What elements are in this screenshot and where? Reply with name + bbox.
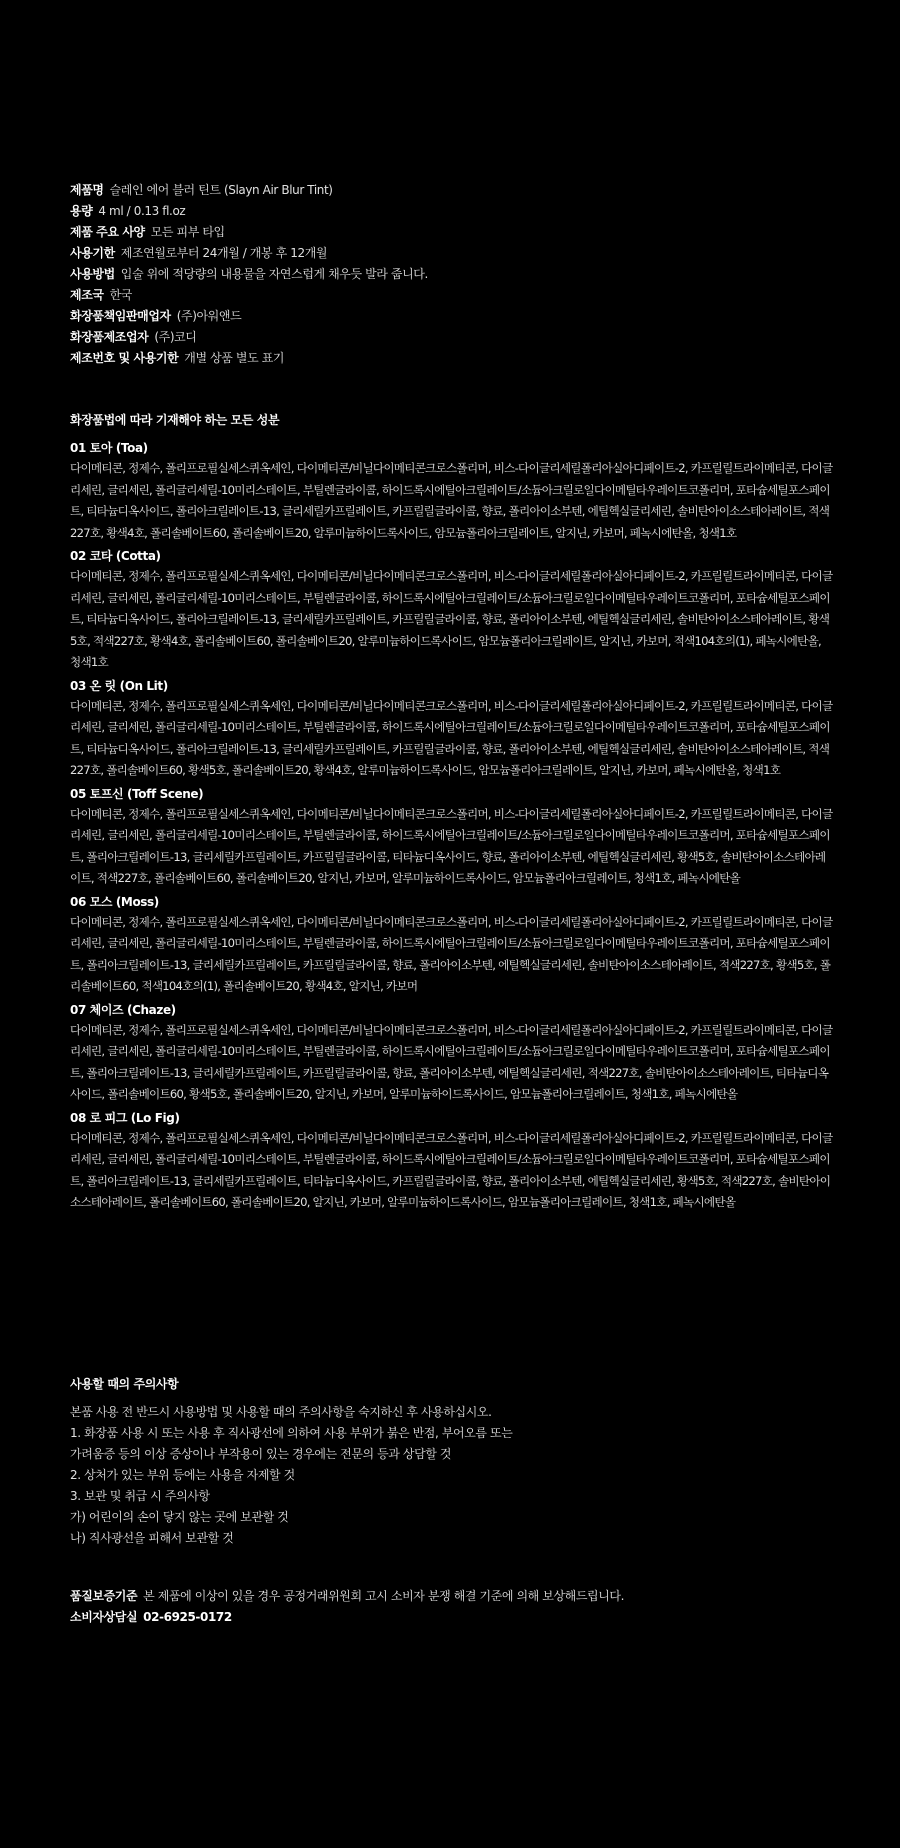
info-label: 제품명 bbox=[70, 183, 104, 197]
product-info-section bbox=[70, 180, 834, 369]
info-value: 입술 위에 적당량의 내용물을 자연스럽게 채우듯 발라 줍니다. bbox=[120, 267, 428, 281]
info-row-product-name bbox=[70, 180, 834, 201]
product-ingredients: 다이메티콘, 정제수, 폴리프로필실세스퀴옥세인, 다이메티콘/비닐다이메티콘크로스폴리머, 비스-다이글리세릴폴리아실아디페이트-2, 카프릴릴트라이메티콘, 다이글리세린, 글리세린, 폴리글리세릴-10미리스테이트, 부틸렌글라이콜, 하이드록시에틸아크릴레이트/소듐아크릴로일다이메틸타우레이트코폴리머, 포타슘세틸포스페이트, 폴리아크릴레이트-13, 글리세릴카프릴레이트, 카프릴릴글라이콜, 향료, 폴리아이소부텐, 에틸헥실글리세린, 적색227호, 솔비탄아이소스테아레이트, 티타늄디옥사이드, 폴리솔베이트60, 황색5호, 폴리솔베이트20, 알지닌, 카보머, 알루미늄하이드록사이드, 암모늄폴리아크릴레이트, 청색1호, 페녹시에탄올 bbox=[70, 1022, 833, 1101]
info-value: 4 ml / 0.13 fl.oz bbox=[98, 204, 186, 218]
product-name: 08 로 피그 (Lo Fig) bbox=[70, 1110, 180, 1125]
quality-guarantee-label: 품질보증기준 bbox=[70, 1589, 138, 1603]
customer-service-row bbox=[70, 1607, 834, 1628]
product-ingredients: 다이메티콘, 정제수, 폴리프로필실세스퀴옥세인, 다이메티콘/비닐다이메티콘크로스폴리머, 비스-다이글리세릴폴리아실아디페이트-2, 카프릴릴트라이메티콘, 다이글리세린, 글리세린, 폴리글리세릴-10미리스테이트, 부틸렌글라이콜, 하이드록시에틸아크릴레이트/소듐아크릴로일다이메틸타우레이트코폴리머, 포타슘세틸포스페이트, 폴리아크릴레이트-13, 글리세릴카프릴레이트, 카프릴릴글라이콜, 향료, 폴리아이소부텐, 에틸헥실글리세린, 솔비탄아이소스테아레이트, 적색227호, 황색5호, 폴리솔베이트60, 적색104호의(1), 폴리솔베이트20, 황색4호, 알지닌, 카보머 bbox=[70, 914, 833, 993]
product-cotta bbox=[70, 546, 834, 674]
info-value: 슬레인 에어 블러 틴트 (Slayn Air Blur Tint) bbox=[109, 183, 333, 197]
product-toff-scene bbox=[70, 784, 834, 890]
info-label: 제품 주요 사양 bbox=[70, 225, 145, 239]
caution-section bbox=[70, 1374, 834, 1549]
info-label: 용량 bbox=[70, 204, 93, 218]
caution-title: 사용할 때의 주의사항 bbox=[70, 1377, 179, 1391]
product-ingredients: 다이메티콘, 정제수, 폴리프로필실세스퀴옥세인, 다이메티콘/비닐다이메티콘크로스폴리머, 비스-다이글리세릴폴리아실아디페이트-2, 카프릴릴트라이메티콘, 다이글리세린, 글리세린, 폴리글리세릴-10미리스테이트, 부틸렌글라이콜, 하이드록시에틸아크릴레이트/소듐아크릴로일다이메틸타우레이트코폴리머, 포타슘세틸포스페이트, 티타늄디옥사이드, 폴리아크릴레이트-13, 글리세릴카프릴레이트, 카프릴릴글라이콜, 향료, 폴리아이소부텐, 에틸헥실글리세린, 솔비탄아이소스테아레이트, 적색227호, 황색4호, 폴리솔베이트60, 폴리솔베이트20, 알루미늄하이드록사이드, 암모늄폴리아크릴레이트, 알지닌, 카보머, 페녹시에탄올, 청색1호 bbox=[70, 461, 833, 540]
product-name: 06 모스 (Moss) bbox=[70, 894, 159, 909]
product-name: 01 토아 (Toa) bbox=[70, 441, 148, 455]
info-row-expiry bbox=[70, 243, 834, 264]
info-row-manufacturer bbox=[70, 327, 834, 348]
product-name: 02 코타 (Cotta) bbox=[70, 549, 161, 563]
caution-line: 1. 화장품 사용 시 또는 사용 후 직사광선에 의하여 사용 부위가 붉은 반점, 부어오름 또는 bbox=[70, 1426, 513, 1440]
footer-section bbox=[70, 1586, 834, 1628]
info-value: (주)코디 bbox=[154, 330, 197, 344]
info-value: 한국 bbox=[109, 288, 132, 302]
caution-line: 본품 사용 전 반드시 사용방법 및 사용할 때의 주의사항을 숙지하신 후 사용하십시오. bbox=[70, 1405, 492, 1419]
product-moss bbox=[70, 892, 834, 998]
info-label: 화장품책임판매업자 bbox=[70, 309, 171, 323]
product-on-lit bbox=[70, 676, 834, 782]
info-value: (주)아워앤드 bbox=[176, 309, 242, 323]
product-ingredients: 다이메티콘, 정제수, 폴리프로필실세스퀴옥세인, 다이메티콘/비닐다이메티콘크로스폴리머, 비스-다이글리세릴폴리아실아디페이트-2, 카프릴릴트라이메티콘, 다이글리세린, 글리세린, 폴리글리세릴-10미리스테이트, 부틸렌글라이콜, 하이드록시에틸아크릴레이트/소듐아크릴로일다이메틸타우레이트코폴리머, 포타슘세틸포스페이트, 폴리아크릴레이트-13, 글리세릴카프릴레이트, 카프릴릴글라이콜, 티타늄디옥사이드, 향료, 폴리아이소부텐, 에틸헥실글리세린, 황색5호, 솔비탄아이소스테아레이트, 적색227호, 폴리솔베이트60, 폴리솔베이트20, 알지닌, 카보머, 알루미늄하이드록사이드, 암모늄폴리아크릴레이트, 청색1호, 페녹시에탄올 bbox=[70, 806, 833, 885]
info-label: 사용방법 bbox=[70, 267, 115, 281]
ingredients-section bbox=[70, 410, 834, 1216]
product-ingredients: 다이메티콘, 정제수, 폴리프로필실세스퀴옥세인, 다이메티콘/비닐다이메티콘크로스폴리머, 비스-다이글리세릴폴리아실아디페이트-2, 카프릴릴트라이메티콘, 다이글리세린, 글리세린, 폴리글리세릴-10미리스테이트, 부틸렌글라이콜, 하이드록시에틸아크릴레이트/소듐아크릴로일다이메틸타우레이트코폴리머, 포타슘세틸포스페이트, 티타늄디옥사이드, 폴리아크릴레이트-13, 글리세릴카프릴레이트, 카프릴릴글라이콜, 향료, 폴리아이소부텐, 에틸헥실글리세린, 솔비탄아이소스테아레이트, 황색5호, 적색227호, 황색4호, 폴리솔베이트60, 폴리솔베이트20, 알루미늄하이드록사이드, 암모늄폴리아크릴레이트, 알지닌, 카보머, 적색104호의(1), 페녹시에탄올, 청색1호 bbox=[70, 569, 833, 669]
info-row-usage bbox=[70, 264, 834, 285]
product-name: 07 체이즈 (Chaze) bbox=[70, 1002, 176, 1017]
product-ingredients: 다이메티콘, 정제수, 폴리프로필실세스퀴옥세인, 다이메티콘/비닐다이메티콘크로스폴리머, 비스-다이글리세릴폴리아실아디페이트-2, 카프릴릴트라이메티콘, 다이글리세린, 글리세린, 폴리글리세릴-10미리스테이트, 부틸렌글라이콜, 하이드록시에틸아크릴레이트/소듐아크릴로일다이메틸타우레이트코폴리머, 포타슘세틸포스페이트, 폴리아크릴레이트-13, 글리세릴카프릴레이트, 티타늄디옥사이드, 카프릴릴글라이콜, 향료, 폴리아이소부텐, 에틸헥실글리세린, 황색5호, 적색227호, 솔비탄아이소스테아레이트, 폴리솔베이트60, 폴리솔베이트20, 알지닌, 카보머, 알루미늄하이드록사이드, 암모늄폴리아크릴레이트, 청색1호, 페녹시에탄올 bbox=[70, 1130, 833, 1209]
info-label: 사용기한 bbox=[70, 246, 115, 260]
info-row-lot bbox=[70, 348, 834, 369]
product-ingredients: 다이메티콘, 정제수, 폴리프로필실세스퀴옥세인, 다이메티콘/비닐다이메티콘크로스폴리머, 비스-다이글리세릴폴리아실아디페이트-2, 카프릴릴트라이메티콘, 다이글리세린, 글리세린, 폴리글리세릴-10미리스테이트, 부틸렌글라이콜, 하이드록시에틸아크릴레이트/소듐아크릴로일다이메틸타우레이트코폴리머, 포타슘세틸포스페이트, 티타늄디옥사이드, 폴리아크릴레이트-13, 글리세릴카프릴레이트, 카프릴릴글라이콜, 향료, 폴리아이소부텐, 에틸헥실글리세린, 솔비탄아이소스테아레이트, 적색227호, 폴리솔베이트60, 황색5호, 폴리솔베이트20, 황색4호, 알루미늄하이드록사이드, 암모늄폴리아크릴레이트, 알지닌, 카보머, 페녹시에탄올, 청색1호 bbox=[70, 698, 833, 777]
caution-line: 나) 직사광선을 피해서 보관할 것 bbox=[70, 1531, 234, 1545]
product-toa bbox=[70, 438, 834, 544]
info-row-volume bbox=[70, 201, 834, 222]
info-label: 화장품제조업자 bbox=[70, 330, 149, 344]
caution-line: 가려움증 등의 이상 증상이나 부작용이 있는 경우에는 전문의 등과 상담할 것 bbox=[70, 1447, 452, 1461]
info-label: 제조번호 및 사용기한 bbox=[70, 351, 179, 365]
product-name: 03 온 릿 (On Lit) bbox=[70, 678, 168, 693]
caution-line: 3. 보관 및 취급 시 주의사항 bbox=[70, 1489, 210, 1503]
info-label: 제조국 bbox=[70, 288, 104, 302]
product-lo-fig bbox=[70, 1108, 834, 1214]
product-name: 05 토프신 (Toff Scene) bbox=[70, 786, 204, 801]
caution-line: 가) 어린이의 손이 닿지 않는 곳에 보관할 것 bbox=[70, 1510, 289, 1524]
quality-guarantee-row bbox=[70, 1586, 834, 1607]
info-value: 개별 상품 별도 표기 bbox=[184, 351, 285, 365]
customer-service-label: 소비자상담실 bbox=[70, 1610, 138, 1624]
info-value: 제조연월로부터 24개월 / 개봉 후 12개월 bbox=[120, 246, 328, 260]
info-row-spec bbox=[70, 222, 834, 243]
info-value: 모든 피부 타입 bbox=[150, 225, 225, 239]
info-row-seller bbox=[70, 306, 834, 327]
info-row-country bbox=[70, 285, 834, 306]
caution-line: 2. 상처가 있는 부위 등에는 사용을 자제할 것 bbox=[70, 1468, 295, 1482]
customer-service-phone: 02-6925-0172 bbox=[143, 1610, 232, 1624]
quality-guarantee-value: 본 제품에 이상이 있을 경우 공정거래위원회 고시 소비자 분쟁 해결 기준에 의해 보상해드립니다. bbox=[143, 1589, 625, 1603]
ingredients-title: 화장품법에 따라 기재해야 하는 모든 성분 bbox=[70, 413, 280, 427]
product-chaze bbox=[70, 1000, 834, 1106]
